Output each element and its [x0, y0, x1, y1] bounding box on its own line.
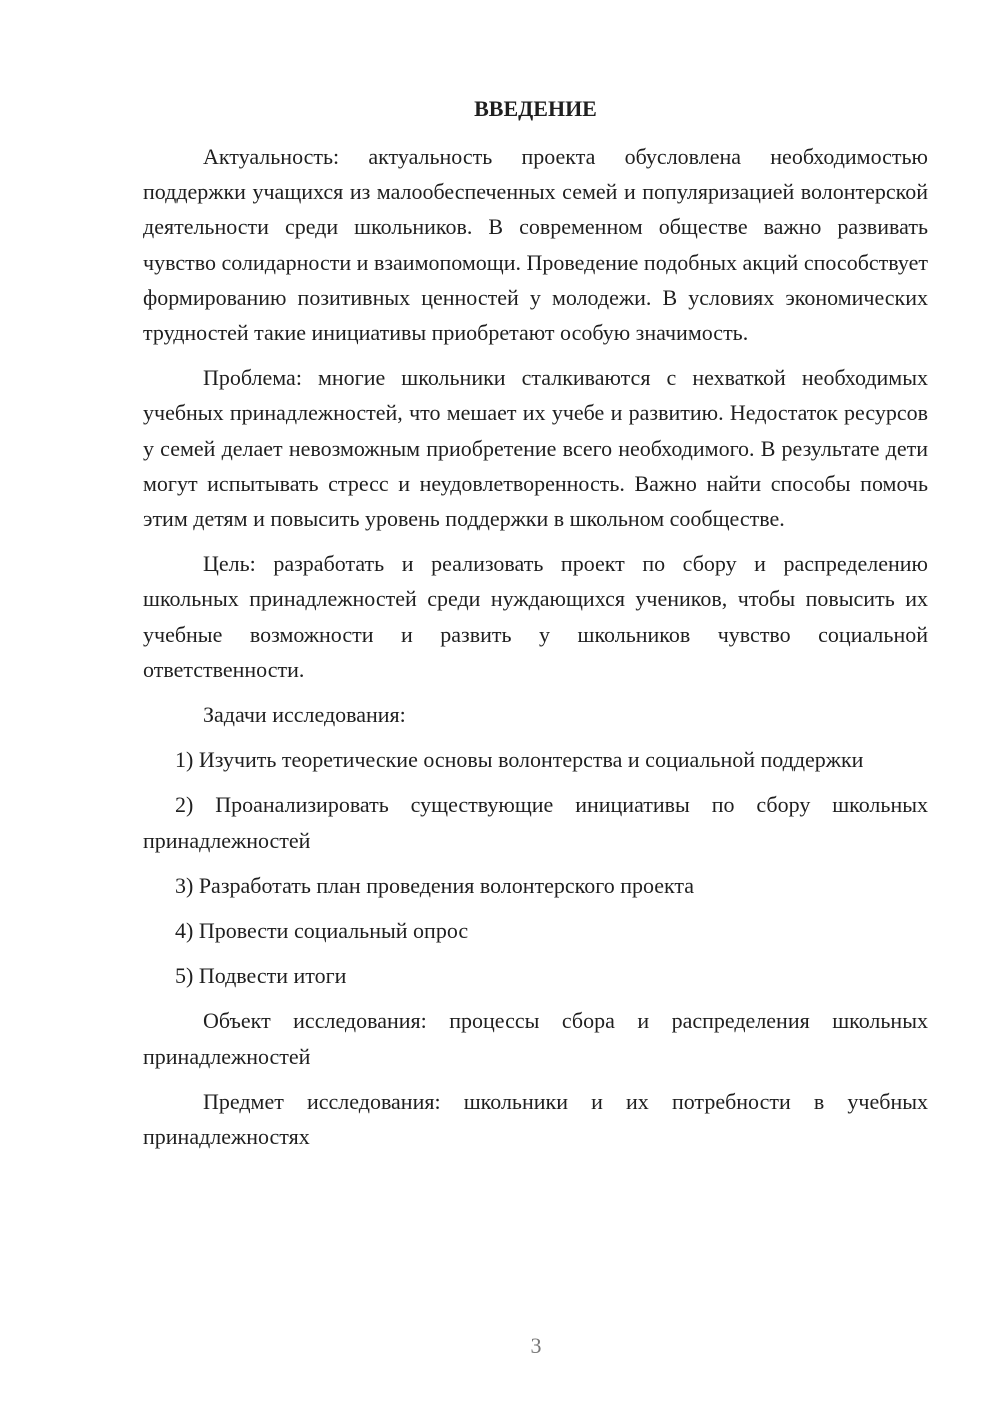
tasks-heading: Задачи исследования: — [203, 702, 406, 728]
task-item-1: 1) Изучить теоретические основы волонтерства и социальной поддержки — [175, 747, 864, 773]
subject-paragraph: Предмет исследования: школьники и их потребности в учебных принадлежностях — [143, 1088, 928, 1150]
task-item-3: 3) Разработать план проведения волонтерского проекта — [175, 872, 695, 898]
page-number: 3 — [530, 1333, 542, 1358]
task-item-5: 5) Подвести итоги — [175, 963, 347, 989]
problem-paragraph: Проблема: многие школьники сталкиваются с нехваткой необходимых учебных принадлежностей, что мешает их учебе и развитию. Недостаток ресурсов у семей делает невозможным приобретение всего необходимого. В результате дети могут испытывать стресс и неудовлетворенность. Важно найти способы помочь этим детям и повысить уровень поддержки в школьном сообществе. — [143, 365, 928, 532]
page-title: ВВЕДЕНИЕ — [474, 96, 597, 121]
object-paragraph: Объект исследования: процессы сбора и распределения школьных принадлежностей — [143, 1008, 928, 1069]
task-item-2: 2) Проанализировать существующие инициативы по сбору школьных принадлежностей — [143, 792, 928, 853]
relevance-paragraph: Актуальность: актуальность проекта обусловлена необходимостью поддержки учащихся из малообеспеченных семей и популяризацией волонтерской деятельности среди школьников. В современном обществе важно развивать чувство солидарности и взаимопомощи. Проведение подобных акций способствует формированию позитивных ценностей у молодежи. В условиях экономических трудностей такие инициативы приобретают особую значимость. — [143, 144, 928, 346]
document-page — [143, 94, 928, 1164]
task-item-4: 4) Провести социальный опрос — [175, 918, 469, 944]
goal-paragraph: Цель: разработать и реализовать проект по сбору и распределению школьных принадлежностей среди нуждающихся учеников, чтобы повысить их учебные возможности и развить у школьников чувство социальной ответственности. — [143, 551, 928, 682]
